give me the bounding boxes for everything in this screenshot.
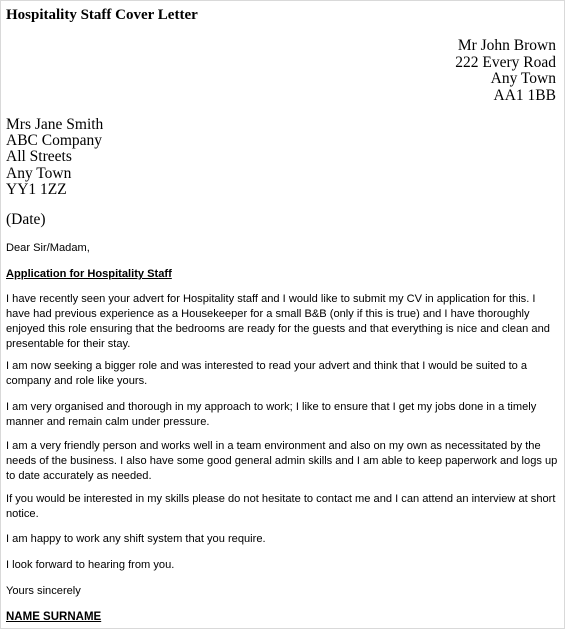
body-paragraph-5: If you would be interested in my skills please do not hesitate to contact me and I can attend an interview at short notice. — [6, 493, 556, 520]
document-title: Hospitality Staff Cover Letter — [6, 7, 198, 23]
salutation: Dear Sir/Madam, — [6, 242, 90, 254]
recipient-address — [6, 117, 103, 198]
letter-date: (Date) — [6, 211, 46, 228]
sender-address — [455, 38, 556, 104]
recipient-town: Any Town — [6, 164, 72, 182]
body-paragraph-6: I am happy to work any shift system that you require. — [6, 533, 266, 545]
body-paragraph-4: I am a very friendly person and works well in a team environment and also on my own as necessitated by the needs of the business. I also have some good general admin skills and I am able to keep paperwork and logs up to date accurately as needed. — [6, 440, 558, 482]
recipient-street: All Streets — [6, 148, 72, 166]
subject-heading: Application for Hospitality Staff — [6, 268, 172, 280]
sender-town: Any Town — [490, 70, 556, 87]
recipient-name: Mrs Jane Smith — [6, 116, 104, 133]
sender-street: 222 Every Road — [455, 53, 556, 71]
body-paragraph-7: I look forward to hearing from you. — [6, 559, 175, 571]
closing: Yours sincerely — [6, 585, 81, 597]
sender-name: Mr John Brown — [457, 37, 556, 54]
body-paragraph-1: I have recently seen your advert for Hospitality staff and I would like to submit my CV in application for this. I have had previous experience as a Housekeeper for a small B&B (only if this is true) and I have thoroughly enjoyed this role ensuring that the bedrooms are ready for the guests and that everything is nice and clean and presentable for their stay. — [6, 293, 550, 350]
body-paragraph-2: I am now seeking a bigger role and was interested to read your advert and think that I would be suited to a company and role like yours. — [6, 360, 528, 387]
recipient-postcode: YY1 1ZZ — [6, 180, 67, 198]
signature-name: NAME SURNAME — [6, 611, 102, 623]
body-paragraph-3: I am very organised and thorough in my approach to work; I like to ensure that I get my jobs done in a timely manner and remain calm under pressure. — [6, 401, 537, 428]
recipient-company: ABC Company — [6, 132, 103, 150]
sender-postcode: AA1 1BB — [493, 86, 556, 104]
